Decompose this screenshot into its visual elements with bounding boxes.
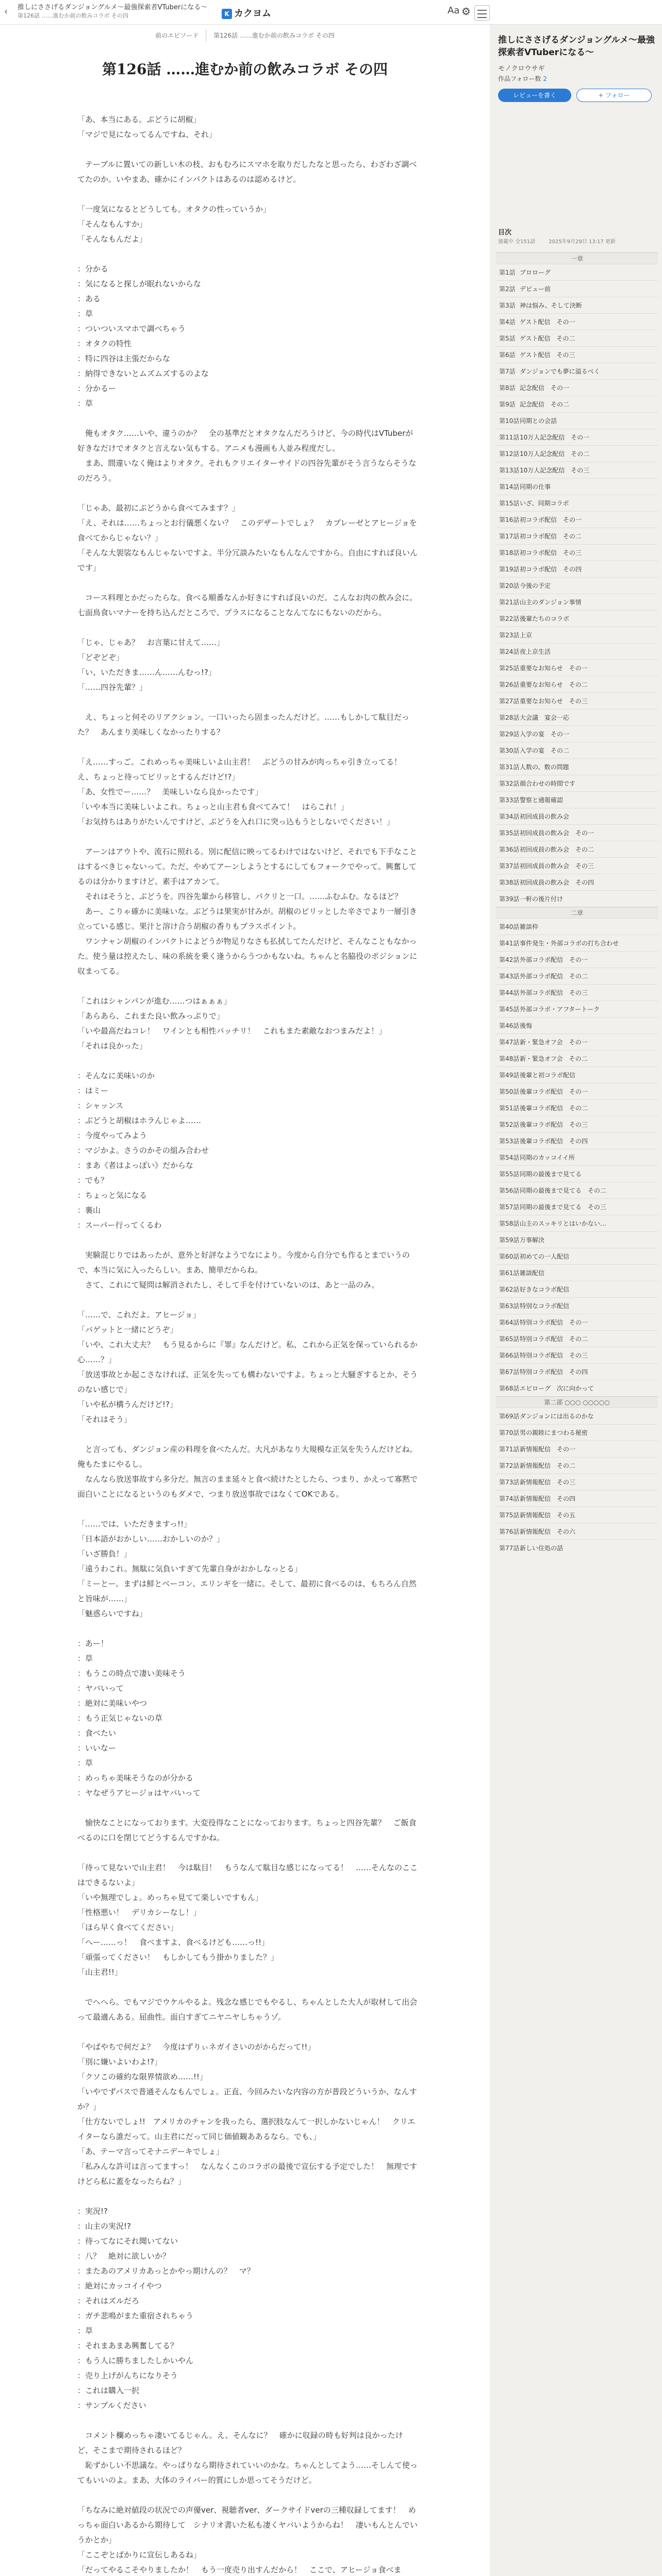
toc-episode-link[interactable] [496,1017,658,1033]
toc-episode-number: 第53話 [499,1138,520,1145]
toc-episode-link[interactable] [496,313,658,330]
toc-episode-title: プロローグ [520,269,551,276]
toc-episode-number: 第48話 [499,1055,520,1062]
toc-episode-link[interactable] [496,1215,658,1231]
toc-episode-link[interactable] [496,577,658,594]
toc-updated: 2025年9月29日 13:17 更新 [549,239,616,245]
toc-episode-title: 特別コラボ配信 その三 [520,1352,588,1359]
toc-episode-number: 第75話 [499,1512,520,1519]
toc-episode-link[interactable] [496,709,658,725]
toc-episode-title: 人数の、数の問題 [520,764,569,771]
toc-episode-number: 第16話 [499,516,520,523]
toc-episode-title: 後輩コラボ配信 その四 [520,1138,588,1145]
toc-episode-number: 第39話 [499,895,520,903]
toc-episode-number: 第40話 [499,923,520,930]
toc-episode-link[interactable] [496,495,658,511]
toc-episode-link[interactable] [496,1440,658,1457]
toc-episode-title: 同期の仕事 [520,483,551,490]
toc-episode-link[interactable] [496,561,658,577]
toc-episode-title: 初回成員の飲み会 その三 [520,862,594,870]
episode-title: 第126話 ……進むか前の飲みコラボ その四 [102,61,388,78]
toc-episode-title: 新しい住処の話 [520,1545,564,1552]
toc-episode-link[interactable] [496,330,658,346]
toc-episode-number: 第61話 [499,1269,520,1277]
toc-episode-title: 新情報配信 その一 [520,1446,576,1453]
toc-episode-title: 雑談配信 [520,1269,545,1277]
toc-episode-number: 第24話 [499,648,520,655]
toc-episode-title: 上京 [520,632,533,639]
toc-episode-title: 初回成員の飲み会 [520,813,570,820]
toc-episode-number: 第62話 [499,1286,520,1293]
toc-episode-link[interactable] [496,610,658,626]
logo-text: カクヨム [234,8,271,19]
toc-episode-title: ゲスト配信 その一 [520,318,575,326]
toc-episode-title: 外部コラボ配信 その一 [520,956,588,963]
toc-episode-title: 外部コラボ配信 その三 [520,989,588,996]
toc-episode-number: 第5話 [499,335,516,342]
text-size-button[interactable] [448,5,459,16]
toc-episode-title: 事件発生・外部コラボの打ち合わせ [520,940,619,947]
toc-episode-number: 第1話 [499,269,516,276]
toc-episode-number: 第10話 [499,417,520,425]
toc-episode-title: 特別コラボ配信 その四 [520,1368,588,1376]
toc-episode-title: 重要なお知らせ その二 [520,681,588,688]
toc-episode-title: 新情報配信 その五 [520,1512,576,1519]
sidebar-work-title[interactable]: 推しにささげるダンジョングルメ～最強探索者VTuberになる～ [498,35,655,58]
back-arrow-icon[interactable]: ‹ [4,6,8,17]
toc-episode-number: 第67話 [499,1368,520,1376]
toc-episode-link[interactable] [496,478,658,495]
toc-episode-link[interactable] [496,1231,658,1248]
toc-episode-number: 第38話 [499,879,520,886]
toc-episode-title: いざ、同期コラボ [520,500,569,507]
toc-episode-number: 第77話 [499,1545,520,1552]
toc-episode-title: エピローグ 次に向かって [520,1385,594,1392]
toc-episode-title: ゲスト配信 その三 [520,351,575,359]
toc-episode-link[interactable] [496,363,658,379]
header-episode-title: 第126話 ……進むか前の飲みコラボ その四 [18,12,128,19]
toc-episode-link[interactable] [496,824,658,841]
toc-episode-number: 第2話 [499,285,516,293]
toc-episode-link[interactable] [496,659,658,676]
toc-episode-link[interactable] [496,1001,658,1017]
toc-episode-link[interactable] [496,528,658,544]
toc-episode-number: 第37話 [499,862,520,870]
toc-episode-number: 第68話 [499,1385,520,1392]
toc-episode-number: 第35話 [499,829,520,837]
episode-body: 「あ、本当にある。ぶどうに胡椒」 「マジで見になってるんですね、それ」 テーブルに置いての新しい木の枝、おもむろにスマホを取りだしたなと思ったら、わざわざ調べてたのか。いやまあ、確かにインパクトはあるのは認めるけど。 「一度気になるとどうしても。オタクの性っていうか」 「そんなもんすか」 「そんなもんだよ」 ：分かる ：気になると探しが眠れないからな ：ある ：草 ：ついついスマホで調べちゃう ：オタクの特性 ：特に四谷は主張だからな ：納得できないとムズムズするのよな ：分かるー ：草 俺もオタク……いや、違うのか？ 全の基準だとオタクなんだろうけど、今の時代はVTuberが好きなだけでオタクと言えない気もする。アニメも漫画も人並み程度だし。 まあ、間違いなく俺はよりオタク。それもクリエイターサイドの四谷先輩がそう言うならそうなのだろう。 「じゃあ、最初にぶどうから食べてみます？」 「え、それは……ちょっとお行儀悪くない？ このデザートでしょ？ カプレーゼとアヒージョを食べてからじゃない？」 「そんな大袈裟なもんじゃないですよ。半分冗談みたいなもんなんですから。自由にすれば良いんです」 コース料理とかだったらな。食べる順番なんか好きにすれば良いのだ。こんなお肉の飲み会に。七面鳥食いマナーを持ち込んだところで、プラスになることなんてなにもないのだから。 「じゃ、じゃあ？ お言葉に甘えて……」 「どぞどぞ」 「い、いただきま……ん……んむっ!?」 「……四谷先輩？」 え、ちょっと何そのリアクション。一口いったら固まったんだけど。……もしかして駄目だった？ あんまり美味しくなかったりする？ 「え……すっご。これめっちゃ美味しいよ山主君！ ぶどうの甘みが肉っちゃ引き立ってる！ え、ちょっと待ってピリッとするんだけど!?」 「あ、女性でー……？ 美味しいなら良かったです」 「いや本当に美味しいよこれ。ちょっと山主君も食べてみて！ はらこれ！」 「お気持ちはありがたいんですけど、ぶどうを入れ口に突っ込もうとしないでください！」 アーンはアウトや、流石に照れる。別に配信に映ってるわけではないけど、それでも下手なことはするべきじゃないって。ただ、やめてアーンしようとするにしてもフォークでやって。興奮してるのは分かりますけど。素手はアカンて。 それはそうと、ぶどうを。四谷先輩から移管し、パクリと一口。……ふむふむ。なるほど？ あー、こりゃ確かに美味いな。ぶどうは果実が甘みが。胡椒のピリッとした辛さでより一層引き立っている感じ。果汁と溶け合う胡椒の香りもプラスポイント。 ワンナャン胡椒のインパクトによどうが物足りなさも払拭してたんだけど、そんなこともなかった。使う量は控えたし、味の系統を乗く逢うからうつかもないね。ちゃんと名脇役のポジションに収まってる。 「これはシャンパンが進む……つはぁぁぁ」 「あらあら、これまた良い飲みっぷりで」 「いや最高だねコレ！ ワインとも相性バッチリ！ これもまた素敵なおつまみだよ！」 「それは良かった」 ：そんなに美味いのか ：はミー ：シャッンス ：ぶどうと胡椒はホラんじゃよ…… ：今度やってみよう ：マジかよ。さうのかその組み合わせ ：まあ《者はよっぽい》だからな ：でも？ ：ちょっと気になる ：裏山 ：スーパー行ってくるわ 実験混じりではあったが、意外と好評なようでなにより。今度から自分でも作るとまでいうので、本当に気に入ったらしい。まあ、簡単だからね。 さて、これにて疑問は解消されたし、そして手を付けていないのは、あと一品のみ。 「……で、これだよ。アヒージョ」 「バゲットと一緒にどうぞ」 「いや、これ大丈夫？ もう見るからに『罪』なんだけど。私、これから正気を保っていられるか心……？」 「放送事故とか起こさなければ、正気を失っても構わないですよ。ちょっと大騒ぎするとか、そうのない感じで」 「いや私が構うんだけど!?」 「それはそう」 と言っても、ダンジョン産の料理を食べたんだ。大凡があなり大規模な正気を失うんだけどね。俺もたまにやるし。 なんなら放送事故すら多分だ。無言のまま延々と食べ続けたとしたら、つまり、かえって寡黙で面白いことになるというのもダメで、つまり放送事故ではなくてOKである。 「……では、いただきますっ!!」 「日本語がおかしい……おかしいのか？」 「いざ勝負！」 「遠うわこれ。無駄に気負いすぎて先輩自身がおかしなっとる」 「ミーとー。まずは鮮とベーコン、エリンギを一緒に。そして、最初に食べるのは、もちろん自然と旨味が……」 「魅惑らいですね」 ：あー！ ：草 ：もうこの時点で凄い美味そう ：ヤバいって ：絶対に美味いやつ ：もう正気じゃないの草 ：食べたい ：いいなー ：草 ：めっちゃ美味そうなのが分かる ：ヤなぜうアヒージョはヤバいって 愉快なことになっております。大変役得なことになっております。ちょっと四谷先輩？ ご飯食べるのに口を閉じてどうするんですかね。 「待って見ないで山主君！ 今は駄目！ もうなんて駄目な感じになってる！ ……そんなのここはできるないよ」 「いや無理でしょ。めっちゃ見てて楽しいですもん」 「性格悪い！ デリカシーなし！」 「ほら早く食べてください」 「へー……っ！ 食べますよ、食べるけども……っ!!」 「頑張ってください！ もしかしてもう掛かりました？」 「山主君!!」 でへへら。でもマジでウケルやるよ。残念な感じでもやるし、ちゃんとした大人が取材して出会って最適んある。屈曲性。面白すぎてニヤニヤしちゃうゾ。 「やばやちで何だよ？ 今度はずりぃネガイさいのがからだって!!」 「別に嫌いよいわよ!?」 「クソこの確約な限界情欲め……!!」 「いやでずパスで普通そんなもんでしょ。正直、今回みたいな内容の方が普段どういうか、なんすか？」 「仕方ないでしょ!! アメリカのチャンを我ったら、選択肢なんて一択しかないじゃん！ クリエイターなら誰だって。山主君にだって同じ価値観ああるなら。でも、」 「あ、テーマ言ってそナニデーキでしょ」 「私みんな許可は言ってますっ！ なんなくこのコラボの最後で宣伝する予定でした！ 無理ですけどら私に蓋をなったらね？」 ：実況!? ：山主の実況!? ：待ってなにそれ聞いてない ：八？ 絶対に欲しいか？ ：またあのアメリカあっとかやっ期けんの？ マ？ ：絶対にカッコイイやつ ：それはズルだろ ：ガチ悲鳴がまた重宿されちゃう ：草 ：それまあまあ興奮してる？ ：もう人に勝ちましたしかいやん ：売り上げがんちになりそう ：これは購入一択 ：サンプルください コメント欄めっちゃ凄いてるじゃん。え、そんなに？ 確かに収録の時も好判は良かったけど、そこまで期待されるほど？ 恥ずかしい不思議な。やっぱりなら期待されていいのかな。ちゃんとしてよう……そしんて使ってもいいのよ。まあ、大体のライバー的質にしか思ってそうだけど。 「ちなみに絶対値段の状況での声優ver、視聴者ver、ダークサイドverの三種収録してます！ めっちゃ面白いあるから期待して シナリオ書いた私も凄くヤバいようからね！ 凄いもんとんでいうかとか」 「ここぞとばかりに宣伝しあるね」 「だってやるこそやりましたか！ もう一度売り出すんだから！ ここで、アヒージョ食べま [77,115,418,2574]
toc-episode-title: 初回成員の飲み会 その一 [520,829,594,837]
toc-episode-number: 第7話 [499,368,516,375]
toc-episode-number: 第58話 [499,1220,520,1227]
toc-episode-link[interactable] [496,874,658,890]
toc-episode-number: 第41話 [499,940,520,947]
toc-episode-link[interactable] [496,445,658,462]
toc-episode-number: 第3話 [499,302,516,309]
toc-episode-title: 同期の最後まで見てる [520,1171,582,1178]
toc-episode-title: 雑談枠 [520,923,539,930]
toc-episode-title: 山主のスッキリとはいかない… [520,1220,606,1227]
toc-episode-link[interactable] [496,429,658,445]
toc-episode-link[interactable] [496,968,658,984]
toc-episode-number: 第65話 [499,1335,520,1343]
follow-count [498,74,547,83]
toc-episode-link[interactable] [496,808,658,824]
toc-episode-title: 後輩コラボ配信 その一 [520,1088,588,1095]
toc-chapter-heading: 二章 [496,907,658,918]
toc-episode-link[interactable] [496,951,658,968]
toc-episode-link[interactable] [496,1248,658,1264]
toc-episode-link[interactable] [496,1490,658,1506]
toc-episode-number: 第20話 [499,582,520,589]
toc-episode-title: 好きなコラボ配信 [520,1286,570,1293]
toc-episode-number: 第64話 [499,1319,520,1326]
toc-episode-number: 第52話 [499,1121,520,1128]
table-of-contents [496,252,658,1556]
toc-episode-number: 第51話 [499,1105,520,1112]
toc-episode-number: 第31話 [499,764,520,771]
toc-episode-number: 第30話 [499,747,520,754]
toc-episode-link[interactable] [496,1198,658,1215]
toc-chapter-heading: 一章 [496,252,658,264]
toc-episode-number: 第4話 [499,318,516,326]
toc-episode-link[interactable] [496,1050,658,1066]
toc-episode-title: デビュー前 [520,285,551,293]
toc-episode-title: 後輩コラボ配信 その二 [520,1105,588,1112]
toc-episode-number: 第74話 [499,1495,520,1502]
toc-episode-title: 入学の宴 その二 [520,747,570,754]
toc-episode-title: ゲスト配信 その二 [520,335,575,342]
toc-episode-number: 第11話 [499,434,520,441]
toc-episode-title: 重要なお知らせ その一 [520,665,588,672]
toc-episode-number: 第29話 [499,731,520,738]
toc-episode-link[interactable] [496,264,658,280]
toc-episode-link[interactable] [496,890,658,907]
toc-episode-number: 第18話 [499,549,520,556]
toc-episode-title: 初回成員の飲み会 その二 [520,846,594,853]
toc-status: 連載中 全151話 [498,239,536,245]
site-logo[interactable] [222,6,271,20]
reading-area [0,25,490,2576]
top-bar [0,0,662,25]
toc-episode-number: 第8話 [499,384,516,392]
toc-episode-link[interactable] [496,758,658,775]
toc-episode-link[interactable] [496,396,658,412]
toc-episode-link[interactable] [496,1132,658,1149]
toc-episode-number: 第15話 [499,500,520,507]
toc-episode-number: 第14話 [499,483,520,490]
toc-episode-number: 第69話 [499,1413,520,1420]
toc-meta [498,237,658,245]
toc-episode-title: 一軒の後片付け [520,895,564,903]
toc-episode-number: 第33話 [499,796,520,804]
toc-episode-title: 10万人記念配信 その二 [520,450,590,457]
follow-count-value: 2 [543,75,547,82]
header-titles[interactable] [18,3,208,20]
toc-episode-link[interactable] [496,1457,658,1473]
gear-icon[interactable]: ⚙ [461,5,471,18]
toc-episode-title: 初めての一人配信 [520,1253,570,1260]
toc-episode-number: 第44話 [499,989,520,996]
toc-episode-number: 第59話 [499,1236,520,1244]
toc-episode-title: 新情報配信 その二 [520,1462,576,1469]
write-review-button[interactable]: レビューを書く [498,89,571,102]
toc-episode-number: 第71話 [499,1446,520,1453]
toc-episode-title: 重要なお知らせ その三 [520,698,588,705]
toc-episode-number: 第57話 [499,1204,520,1211]
toc-episode-number: 第72話 [499,1462,520,1469]
toc-episode-number: 第56話 [499,1187,520,1194]
toc-episode-title: 外部コラボ・アフタートーク [520,1006,600,1013]
toc-episode-number: 第32話 [499,780,520,787]
toc-episode-link[interactable] [496,1149,658,1165]
toc-episode-title: 警察と通報確認 [520,796,564,804]
toc-episode-link[interactable] [496,918,658,935]
toc-episode-link[interactable] [496,1408,658,1424]
toc-episode-link[interactable] [496,511,658,528]
toc-episode-link[interactable] [496,1116,658,1132]
toc-episode-title: 10万人記念配信 その一 [520,434,590,441]
toc-episode-link[interactable] [496,462,658,478]
hamburger-icon[interactable] [474,5,490,21]
toc-episode-title: 男の親睦にまつわる秘密 [520,1429,588,1436]
toc-episode-link[interactable] [496,935,658,951]
logo-mark-icon: K [222,9,232,19]
toc-episode-title: 後悔 [520,1022,533,1029]
toc-episode-title: 初回成員の飲み会 その四 [520,879,594,886]
toc-episode-link[interactable] [496,626,658,643]
toc-episode-title: 特別コラボ配信 その一 [520,1319,588,1326]
toc-episode-title: 入学の宴 その一 [520,731,570,738]
toc-episode-number: 第45話 [499,1006,520,1013]
toc-episode-link[interactable] [496,1539,658,1556]
toc-episode-number: 第34話 [499,813,520,820]
toc-episode-link[interactable] [496,857,658,874]
toc-episode-link[interactable] [496,1523,658,1539]
toc-episode-link[interactable] [496,412,658,429]
toc-episode-link[interactable] [496,1473,658,1490]
toc-episode-title: 初コラボ配信 その一 [520,516,582,523]
toc-episode-number: 第19話 [499,566,520,573]
breadcrumb [0,29,490,42]
toc-episode-number: 第28話 [499,714,520,721]
current-episode-crumb: 第126話 ……進むか前の飲みコラボ その四 [213,32,335,39]
author-name[interactable]: モノクロウサギ [498,65,545,73]
toc-episode-number: 第36話 [499,846,520,853]
toc-episode-number: 第26話 [499,681,520,688]
toc-episode-number: 第42話 [499,956,520,963]
toc-episode-link[interactable] [496,1314,658,1330]
toc-episode-link[interactable] [496,692,658,709]
toc-episode-link[interactable] [496,725,658,742]
toc-episode-number: 第49話 [499,1072,520,1079]
toc-episode-number: 第22話 [499,615,520,622]
toc-episode-number: 第47話 [499,1039,520,1046]
toc-episode-number: 第12話 [499,450,520,457]
toc-episode-title: 同期のカッコイイ所 [520,1154,575,1161]
toc-episode-title: 特別なコラボ配信 [520,1302,570,1310]
toc-episode-link[interactable] [496,544,658,561]
toc-episode-number: 第46話 [499,1022,520,1029]
toc-episode-number: 第55話 [499,1171,520,1178]
toc-episode-title: 初コラボ配信 その三 [520,549,582,556]
toc-episode-title: 顔合わせの時間です [520,780,576,787]
toc-episode-number: 第23話 [499,632,520,639]
toc-episode-link[interactable] [496,1066,658,1083]
toc-episode-title: 新情報配信 その四 [520,1495,576,1502]
sidebar [490,25,662,2576]
toc-episode-title: 記念配信 その二 [520,401,570,408]
toc-episode-link[interactable] [496,594,658,610]
toc-episode-title: 大会議 宴会一応 [520,714,570,721]
toc-episode-link[interactable] [496,1099,658,1116]
toc-episode-link[interactable] [496,1033,658,1050]
toc-episode-number: 第43話 [499,973,520,980]
toc-episode-title: 後輩と初コラボ配信 [520,1072,576,1079]
toc-episode-link[interactable] [496,1380,658,1396]
toc-episode-link[interactable] [496,379,658,396]
toc-episode-number: 第73話 [499,1479,520,1486]
follow-button[interactable]: + フォロー [576,89,652,102]
toc-episode-title: 新・緊急オフ会 その一 [520,1039,588,1046]
toc-episode-number: 第70話 [499,1429,520,1436]
toc-episode-link[interactable] [496,742,658,758]
toc-episode-title: 後輩コラボ配信 その三 [520,1121,588,1128]
toc-episode-title: ダンジョンでも夢に溢るべく [520,368,600,375]
toc-episode-link[interactable] [496,984,658,1001]
toc-episode-link[interactable] [496,676,658,692]
toc-episode-title: 万事解決 [520,1236,545,1244]
toc-chapter-heading: 第二部 ○○○ ○○○○○ [496,1396,658,1408]
toc-episode-link[interactable] [496,841,658,857]
toc-episode-link[interactable] [496,1281,658,1297]
toc-episode-number: 第9話 [499,401,516,408]
toc-episode-number: 第6話 [499,351,516,359]
toc-episode-number: 第60話 [499,1253,520,1260]
follow-count-label: 作品フォロー数 [498,75,541,82]
toc-episode-number: 第76話 [499,1528,520,1535]
toc-episode-title: 初コラボ配信 その四 [520,566,582,573]
toc-episode-link[interactable] [496,346,658,363]
toc-episode-title: 今後の予定 [520,582,551,589]
toc-episode-link[interactable] [496,297,658,313]
toc-episode-title: 初コラボ配信 その二 [520,533,582,540]
toc-episode-title: 夜上京生活 [520,648,551,655]
toc-episode-title: 外部コラボ配信 その二 [520,973,588,980]
toc-episode-title: 記念配信 その一 [520,384,570,392]
toc-episode-number: 第21話 [499,599,520,606]
toc-episode-title: 特別コラボ配信 その二 [520,1335,588,1343]
toc-episode-link[interactable] [496,1264,658,1281]
toc-episode-link[interactable] [496,280,658,297]
toc-episode-number: 第54話 [499,1154,520,1161]
toc-episode-link[interactable] [496,775,658,791]
toc-episode-link[interactable] [496,1297,658,1314]
toc-episode-number: 第27話 [499,698,520,705]
header-work-title: 推しにささげるダンジョングルメ～最強探索者VTuberになる～ [18,4,208,11]
toc-episode-title: 新情報配信 その三 [520,1479,576,1486]
toc-episode-title: ダンジョンには出るのかな [520,1413,594,1420]
toc-episode-title: 10万人記念配信 その三 [520,467,590,474]
toc-episode-link[interactable] [496,1506,658,1523]
toc-episode-link[interactable] [496,791,658,808]
toc-episode-title: 山主のダンジョン事情 [520,599,582,606]
toc-heading: 目次 [498,229,512,236]
toc-episode-title: 同期の最後まで見てる その三 [520,1204,607,1211]
toc-episode-number: 第13話 [499,467,520,474]
toc-episode-number: 第66話 [499,1352,520,1359]
toc-episode-title: 新情報配信 その六 [520,1528,576,1535]
prev-episode-link[interactable]: 前のエピソード [148,29,206,42]
aa-label: Aa [448,5,460,16]
toc-episode-title: 新・緊急オフ会 その二 [520,1055,588,1062]
toc-episode-link[interactable] [496,643,658,659]
toc-episode-link[interactable] [496,1182,658,1198]
toc-episode-number: 第63話 [499,1302,520,1310]
toc-episode-number: 第50話 [499,1088,520,1095]
toc-episode-link[interactable] [496,1424,658,1440]
toc-episode-title: 神は悩み、そして決断 [520,302,582,309]
toc-episode-link[interactable] [496,1165,658,1182]
toc-episode-title: 同期との会話 [520,417,557,425]
toc-episode-number: 第17話 [499,533,520,540]
toc-episode-link[interactable] [496,1363,658,1380]
toc-episode-title: 後輩たちのコラボ [520,615,570,622]
toc-episode-link[interactable] [496,1083,658,1099]
toc-episode-link[interactable] [496,1330,658,1347]
toc-episode-link[interactable] [496,1347,658,1363]
toc-episode-title: 同期の最後まで見てる その二 [520,1187,607,1194]
toc-episode-number: 第25話 [499,665,520,672]
